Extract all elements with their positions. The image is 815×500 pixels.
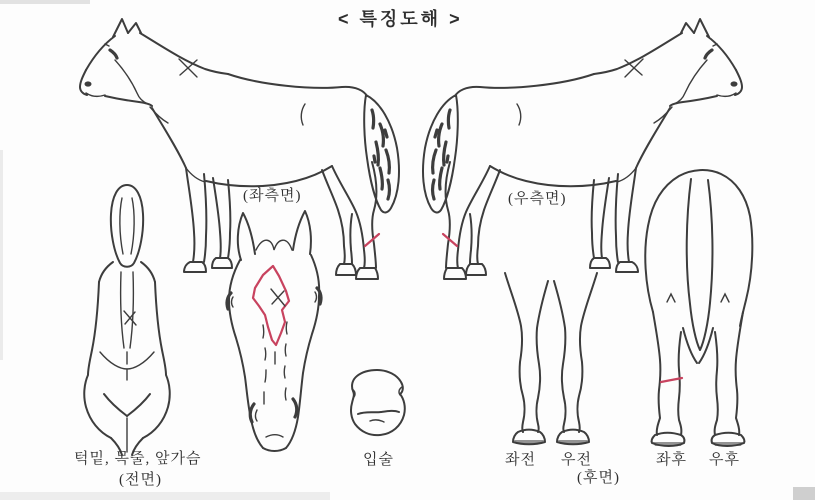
blaze-red-outline bbox=[253, 266, 289, 345]
shoulder-curve-left bbox=[100, 352, 127, 369]
face-nostril-right bbox=[293, 399, 297, 417]
face-mouth-dash bbox=[266, 435, 283, 437]
head-inner-right bbox=[131, 198, 134, 254]
face-ear-left bbox=[238, 213, 255, 260]
shoulder-curve-right bbox=[127, 352, 154, 369]
nasal-dashes bbox=[263, 322, 287, 404]
face-nostril-left bbox=[250, 404, 254, 422]
rear-leg-right bbox=[699, 294, 744, 446]
pectoral-groove-right bbox=[127, 394, 150, 416]
face-front-view bbox=[227, 211, 321, 451]
label-right-hind-leg: 우후 bbox=[709, 452, 740, 468]
head-underside-outline bbox=[111, 185, 143, 267]
label-lips: 입술 bbox=[363, 452, 394, 468]
rear-view bbox=[645, 170, 752, 446]
label-left-hind-leg: 좌후 bbox=[656, 452, 687, 468]
label-right-side-view: (우측면) bbox=[508, 191, 567, 207]
head-inner-left bbox=[120, 198, 123, 254]
hindquarters-outline bbox=[645, 170, 752, 326]
face-eye-left-flick bbox=[232, 297, 234, 307]
muzzle-mouth-line bbox=[358, 411, 399, 414]
rear-leg-left bbox=[652, 294, 697, 446]
face-ear-right bbox=[293, 211, 311, 254]
label-front-parts: 턱밑, 목줄, 앞가슴 bbox=[74, 451, 202, 467]
muzzle-view bbox=[351, 370, 405, 435]
front-leg-right bbox=[554, 273, 597, 444]
label-front-view: (전면) bbox=[119, 472, 162, 488]
jowl-left bbox=[99, 262, 113, 282]
face-eye-right-flick bbox=[315, 292, 317, 302]
page-title: < 특징도해 > bbox=[338, 9, 463, 29]
face-nostril-left-inner bbox=[256, 410, 258, 421]
muzzle-outline bbox=[351, 370, 405, 435]
jugular-groove-left bbox=[121, 272, 124, 348]
label-right-front-leg: 우전 bbox=[561, 452, 592, 468]
pectoral-groove-left bbox=[104, 394, 127, 416]
front-legs-pair-view bbox=[505, 273, 597, 444]
label-left-front-leg: 좌전 bbox=[505, 452, 536, 468]
left-side-horse bbox=[80, 19, 399, 279]
muzzle-chin-squiggle bbox=[370, 420, 384, 422]
face-side-right bbox=[286, 255, 319, 448]
front-view-neck-chest bbox=[84, 185, 169, 455]
right-side-horse bbox=[423, 19, 742, 279]
jowl-right bbox=[141, 262, 155, 282]
label-rear-view: (후면) bbox=[577, 470, 620, 486]
forelock-line bbox=[256, 240, 292, 250]
label-left-side-view: (좌측면) bbox=[243, 188, 302, 204]
rear-tail bbox=[687, 179, 713, 350]
jugular-groove-right bbox=[130, 272, 133, 348]
blaze-x-mark bbox=[271, 289, 285, 306]
face-side-left bbox=[229, 260, 263, 448]
face-chin bbox=[263, 448, 286, 451]
neck-x-mark bbox=[124, 311, 136, 325]
front-leg-left bbox=[505, 273, 548, 444]
